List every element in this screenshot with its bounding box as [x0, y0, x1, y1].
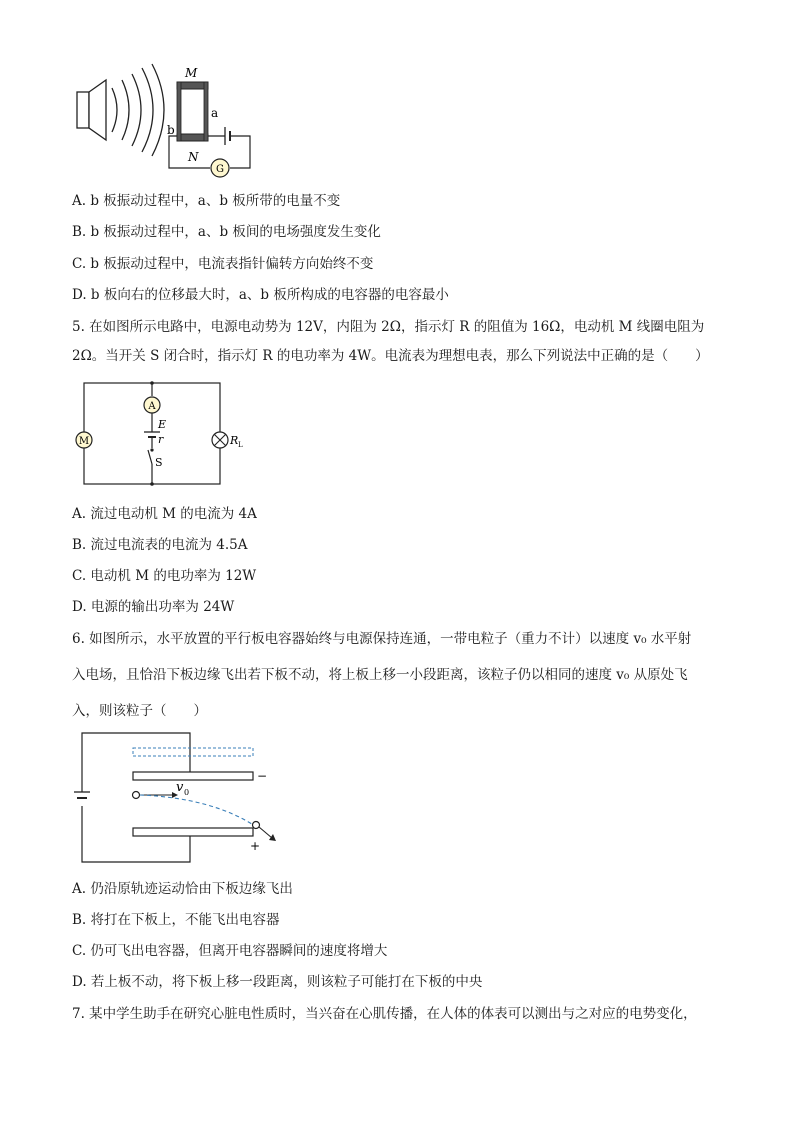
label-b: b [167, 123, 175, 137]
ammeter-label: A [148, 401, 156, 412]
sound-wave-4 [142, 68, 153, 152]
q4-option-c: C. b 板振动过程中，电流表指针偏转方向始终不变 [72, 256, 374, 272]
q6-stem-line1: 6. 如图所示，水平放置的平行板电容器始终与电源保持连通，一带电粒子（重力不计）以速度 v₀ 水平射 [72, 631, 692, 647]
q5-stem-line1: 5. 在如图所示电路中，电源电动势为 12V，内阻为 2Ω，指示灯 R 的阻值为 16Ω，电动机 M 线圈电阻为 [72, 319, 705, 335]
motor-label: M [78, 436, 90, 447]
plate-a [204, 82, 208, 141]
label-S: S [155, 456, 163, 469]
q4-option-d: D. b 板向右的位移最大时，a、b 板所构成的电容器的电容最小 [72, 287, 449, 303]
plate-upper [133, 772, 253, 780]
figure-speaker-capacitor [70, 62, 260, 180]
particle-end [253, 822, 260, 829]
q5-option-b: B. 流过电流表的电流为 4.5A [72, 537, 248, 553]
q4-option-a: A. b 板振动过程中，a、b 板所带的电量不变 [72, 193, 341, 209]
label-a: a [211, 106, 219, 120]
q6-option-a: A. 仍沿原轨迹运动恰由下板边缘飞出 [72, 881, 293, 897]
label-RL-sub: L [238, 441, 243, 449]
label-v0: v [176, 780, 184, 795]
q6-option-d: D. 若上板不动，将下板上移一段距离，则该粒子可能打在下板的中央 [72, 974, 483, 990]
label-N: N [188, 150, 199, 164]
sound-wave-3 [132, 74, 141, 146]
label-v0-sub: 0 [184, 788, 190, 797]
plate-lower [133, 828, 253, 836]
q6-option-b: B. 将打在下板上，不能飞出电容器 [72, 912, 280, 928]
q5-option-a: A. 流过电动机 M 的电流为 4A [72, 506, 257, 522]
figure-q5-circuit [72, 378, 252, 490]
plate-bottom-bar [177, 134, 208, 141]
sound-wave-2 [122, 80, 129, 140]
minus-sign: − [257, 769, 268, 783]
galvanometer-label: G [216, 164, 224, 175]
speaker-cone [89, 80, 106, 140]
figure-q6-capacitor [72, 728, 292, 868]
plate-upper-moved-dashed [133, 748, 253, 756]
sound-wave-5 [152, 64, 164, 156]
q4-option-b: B. b 板振动过程中，a、b 板间的电场强度发生变化 [72, 224, 381, 240]
wire-top [82, 733, 190, 792]
q7-stem-line1: 7. 某中学生助手在研究心脏电性质时，当兴奋在心肌传播，在人体的体表可以测出与之对应的电势变化， [72, 1006, 697, 1022]
q5-option-d: D. 电源的输出功率为 24W [72, 599, 235, 615]
q6-stem-line3: 入，则该粒子（ ） [72, 703, 207, 719]
plus-sign: + [250, 839, 261, 853]
q6-option-c: C. 仍可飞出电容器，但离开电容器瞬间的速度将增大 [72, 943, 388, 959]
exit-arrow [259, 827, 272, 838]
plate-top-bar [177, 82, 208, 89]
label-RL: R [230, 434, 239, 447]
label-r: r [158, 433, 164, 446]
sound-wave-1 [112, 88, 117, 132]
plate-b [177, 82, 181, 141]
q6-stem-line2: 入电场，且恰沿下板边缘飞出若下板不动，将上板上移一小段距离，该粒子仍以相同的速度 v₀ 从原处飞 [72, 667, 688, 683]
trajectory-dashed [140, 795, 255, 826]
q5-stem-line2: 2Ω。当开关 S 闭合时，指示灯 R 的电功率为 4W。电流表为理想电表，那么下列说法中正确的是（ ） [72, 348, 709, 364]
switch-S [148, 450, 152, 464]
particle-start [133, 792, 140, 799]
label-E: E [158, 418, 167, 431]
speaker-magnet [77, 92, 89, 128]
q5-option-c: C. 电动机 M 的电功率为 12W [72, 568, 257, 584]
label-M: M [185, 66, 198, 80]
